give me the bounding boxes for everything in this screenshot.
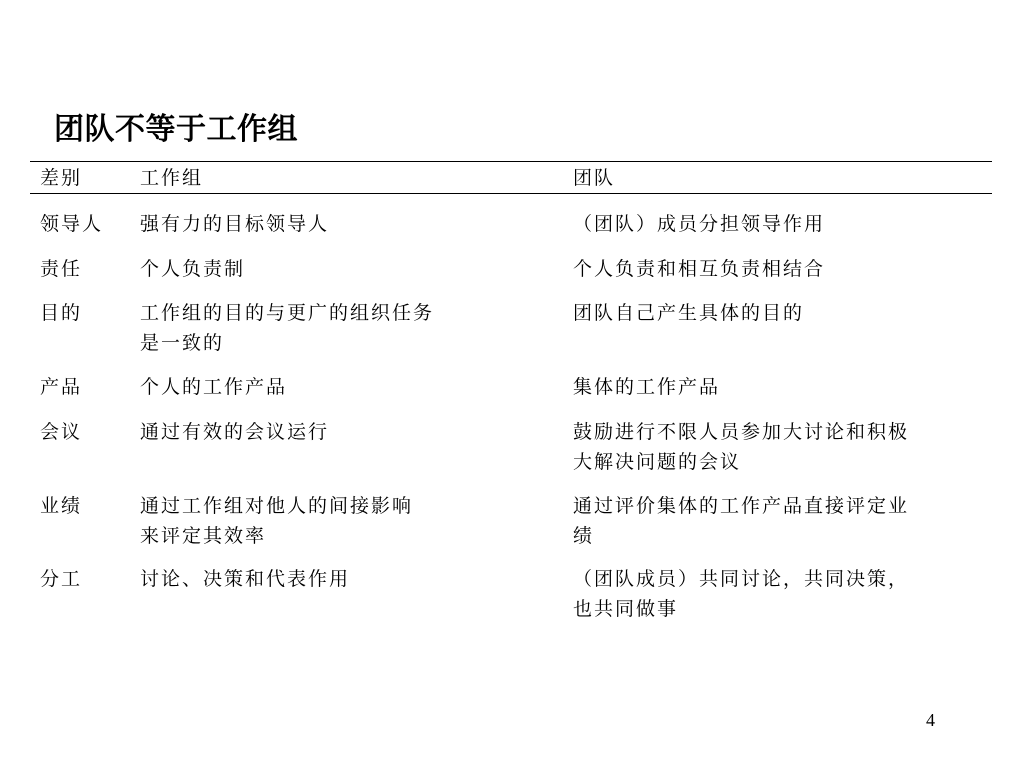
row-aspect: 会议 xyxy=(40,421,83,443)
page-number: 4 xyxy=(926,710,935,730)
workgroup-line: 通过有效的会议运行 xyxy=(140,421,330,443)
row-workgroup xyxy=(140,254,510,284)
row-workgroup xyxy=(140,417,510,447)
team-line: 也共同做事 xyxy=(573,598,679,620)
team-line: 大解决问题的会议 xyxy=(573,451,742,473)
team-line: 通过评价集体的工作产品直接评定业 xyxy=(573,495,910,517)
row-aspect: 分工 xyxy=(40,568,83,590)
team-line: （团队）成员分担领导作用 xyxy=(573,213,826,235)
workgroup-line: 个人的工作产品 xyxy=(140,376,288,398)
header-aspect: 差别 xyxy=(40,167,83,189)
team-line: 集体的工作产品 xyxy=(573,376,721,398)
workgroup-line: 来评定其效率 xyxy=(140,525,267,547)
workgroup-line: 工作组的目的与更广的组织任务 xyxy=(140,302,435,324)
row-workgroup xyxy=(140,491,510,551)
row-workgroup xyxy=(140,564,510,594)
row-team xyxy=(573,372,1003,402)
slide-title: 团队不等于工作组 xyxy=(54,112,298,147)
workgroup-line: 讨论、决策和代表作用 xyxy=(140,568,351,590)
team-line: 团队自己产生具体的目的 xyxy=(573,302,805,324)
row-team xyxy=(573,298,1003,328)
row-aspect: 领导人 xyxy=(40,213,104,235)
team-line: 个人负责和相互负责相结合 xyxy=(573,258,826,280)
row-aspect: 责任 xyxy=(40,258,83,280)
header-workgroup: 工作组 xyxy=(140,167,204,189)
table-header-row xyxy=(30,163,992,193)
row-aspect: 产品 xyxy=(40,376,83,398)
row-workgroup xyxy=(140,372,510,402)
row-workgroup xyxy=(140,298,510,358)
table-header-rule xyxy=(30,193,992,194)
row-team xyxy=(573,491,1003,551)
team-line: 绩 xyxy=(573,525,595,547)
team-line: （团队成员）共同讨论，共同决策， xyxy=(573,568,910,590)
row-team xyxy=(573,564,1003,624)
workgroup-line: 通过工作组对他人的间接影响 xyxy=(140,495,414,517)
header-team: 团队 xyxy=(573,167,616,189)
row-team xyxy=(573,417,1003,477)
team-line: 鼓励进行不限人员参加大讨论和积极 xyxy=(573,421,910,443)
row-workgroup xyxy=(140,209,510,239)
row-team xyxy=(573,209,1003,239)
row-aspect: 业绩 xyxy=(40,495,83,517)
row-aspect: 目的 xyxy=(40,302,83,324)
workgroup-line: 个人负责制 xyxy=(140,258,246,280)
row-team xyxy=(573,254,1003,284)
workgroup-line: 强有力的目标领导人 xyxy=(140,213,330,235)
workgroup-line: 是一致的 xyxy=(140,332,225,354)
table-top-rule xyxy=(30,161,992,162)
